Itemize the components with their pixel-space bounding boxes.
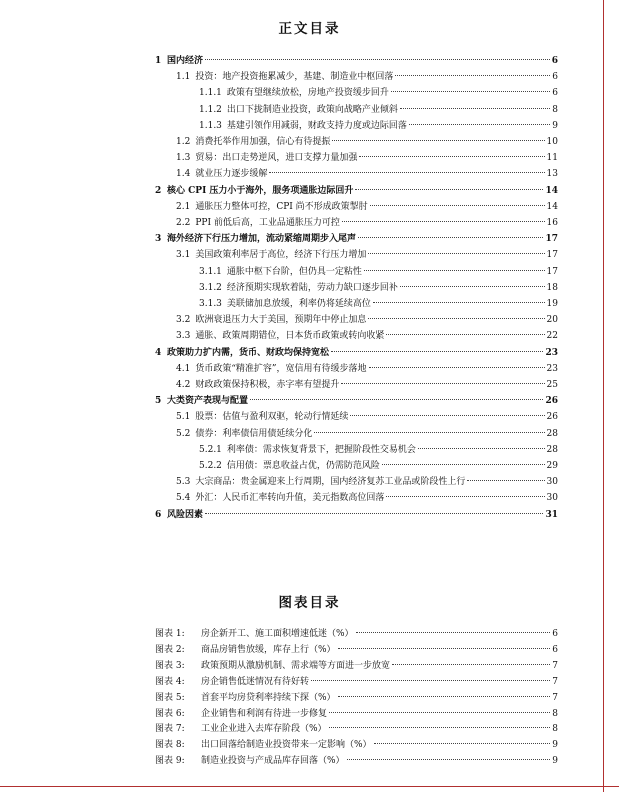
- dot-leader: [370, 205, 545, 206]
- dot-leader: [392, 664, 550, 665]
- toc-entry-title: 财政政策保持积极，赤字率有望提升: [195, 380, 340, 390]
- dot-leader: [332, 140, 544, 141]
- toc-entry-number: 1.2: [176, 137, 191, 147]
- toc-entry-title: 政策助力扩内需，货币、财政均保持宽松: [167, 347, 330, 358]
- toc-entry[interactable]: [155, 507, 558, 523]
- toc-entry[interactable]: [155, 231, 558, 247]
- figure-entry-title: 制造业投资与产成品库存回落（%）: [201, 756, 345, 767]
- toc-entry-page: 29: [546, 461, 558, 471]
- dot-leader: [368, 253, 544, 254]
- toc-entry-number: 5: [155, 396, 162, 407]
- figure-entry-page: 6: [552, 629, 558, 639]
- figure-entry-title: 首套平均房贷利率持续下探（%）: [201, 692, 336, 703]
- toc-entry-title: 国内经济: [167, 56, 204, 66]
- figure-entry[interactable]: [155, 626, 558, 642]
- toc-entry[interactable]: [199, 102, 558, 118]
- toc-entry-number: 1.1.2: [199, 104, 222, 115]
- toc-entry-page: 22: [546, 331, 558, 342]
- toc-entry[interactable]: [176, 328, 558, 344]
- toc-entry-number: 3.3: [176, 331, 191, 342]
- figure-entry-title: 工业企业进入去库存阶段（%）: [201, 724, 327, 735]
- toc-entry-page: 23: [546, 363, 558, 374]
- toc-entry[interactable]: [176, 134, 558, 150]
- toc-entry-title: 政策有望继续放松，房地产投资缓步回升: [226, 88, 389, 99]
- toc-entry-number: 5.2.1: [199, 444, 222, 455]
- figure-list-heading: 图表目录: [278, 595, 341, 611]
- figure-entry-title: 商品房销售放缓，库存上行（%）: [201, 644, 336, 655]
- dot-leader: [400, 108, 550, 109]
- toc-entry-title: 通胀、政策周期错位，日本货币政策或转向收紧: [195, 331, 385, 342]
- toc-entry-page: 30: [546, 477, 558, 488]
- toc-entry-title: 通胀压力整体可控，CPI 尚不形成政策掣肘: [195, 201, 368, 212]
- figure-entry[interactable]: [155, 706, 558, 722]
- toc-entry[interactable]: [176, 215, 558, 231]
- dot-leader: [356, 632, 551, 633]
- toc-entry-number: 5.2: [176, 428, 191, 439]
- figure-entry[interactable]: [155, 753, 558, 769]
- toc-entry-title: 货币政策“精准扩容”，宽信用有待缓步落地: [195, 363, 367, 374]
- dot-leader: [391, 91, 550, 92]
- toc-entry-page: 28: [546, 444, 558, 455]
- toc-entry-page: 20: [546, 315, 558, 326]
- toc-entry-title: 投资：地产投资拖累减少，基建、制造业中枢回落: [195, 72, 394, 83]
- toc-entry-number: 3: [155, 234, 162, 245]
- dot-leader: [418, 448, 545, 449]
- toc-entry-page: 26: [546, 412, 558, 423]
- toc-entry-number: 4.2: [176, 380, 191, 390]
- dot-leader: [382, 464, 545, 465]
- figure-entry-page: 6: [552, 644, 558, 655]
- toc-entry-number: 2: [155, 185, 162, 196]
- toc-entry-number: 6: [155, 509, 162, 520]
- figure-entry-number: 图表 4:: [155, 676, 185, 687]
- dot-leader: [338, 696, 551, 697]
- dot-leader: [374, 743, 551, 744]
- toc-entry-title: 美联储加息放缓，利率仍将延续高位: [226, 299, 371, 309]
- dot-leader: [205, 59, 550, 60]
- toc-entry[interactable]: [176, 150, 558, 166]
- toc-entry-number: 1: [155, 56, 162, 66]
- toc-entry-title: 核心 CPI 压力小于海外，服务项通胀边际回升: [167, 185, 354, 196]
- toc-entry[interactable]: [176, 312, 558, 328]
- toc-entry-number: 1.1.1: [199, 88, 222, 99]
- dot-leader: [386, 334, 544, 335]
- toc-entry-page: 17: [545, 234, 558, 245]
- figure-entry-number: 图表 2:: [155, 644, 185, 655]
- toc-entry-title: 海外经济下行压力增加，流动紧缩周期步入尾声: [167, 234, 357, 245]
- toc-entry-title: 通胀中枢下台阶，但仍具一定粘性: [226, 266, 362, 277]
- figure-entry-page: 7: [552, 676, 558, 687]
- toc-entry[interactable]: [155, 393, 558, 409]
- dot-leader: [373, 302, 545, 303]
- toc-entry-number: 3.2: [176, 315, 191, 326]
- toc-entry[interactable]: [176, 69, 558, 85]
- dot-leader: [329, 712, 550, 713]
- toc-entry-page: 31: [545, 509, 558, 520]
- figure-entry-number: 图表 5:: [155, 692, 185, 703]
- toc-entry-number: 1.3: [176, 153, 191, 164]
- toc-entry[interactable]: [199, 280, 558, 296]
- toc-entry-page: 17: [546, 266, 558, 277]
- dot-leader: [311, 680, 550, 681]
- figure-entry-title: 房企销售低迷情况有待好转: [201, 676, 310, 687]
- dot-leader: [350, 415, 544, 416]
- dot-leader: [347, 759, 551, 760]
- toc-entry-page: 13: [546, 169, 558, 180]
- toc-entry[interactable]: [199, 296, 558, 312]
- figure-entry-page: 7: [552, 692, 558, 703]
- toc-entry-page: 17: [546, 250, 558, 261]
- dot-leader: [331, 351, 543, 352]
- toc-entry-number: 5.2.2: [199, 461, 222, 471]
- dot-leader: [409, 124, 550, 125]
- figure-entry-title: 政策预期从激励机制、需求端等方面进一步放宽: [201, 660, 391, 671]
- toc-entry-page: 23: [545, 347, 558, 358]
- toc-entry-page: 26: [545, 396, 558, 407]
- figure-entry-number: 图表 7:: [155, 724, 185, 735]
- toc-entry-page: 6: [552, 72, 558, 83]
- dot-leader: [364, 270, 545, 271]
- dot-leader: [338, 648, 551, 649]
- toc-entry-page: 14: [545, 185, 558, 196]
- toc-entry-number: 2.2: [176, 218, 191, 228]
- toc-entry-page: 14: [546, 201, 558, 212]
- dot-leader: [358, 237, 543, 238]
- figure-entry-number: 图表 6:: [155, 708, 185, 719]
- toc-entry-page: 6: [552, 88, 558, 99]
- dot-leader: [250, 399, 543, 400]
- figure-entry-page: 9: [552, 756, 558, 767]
- toc-entry-number: 1.1: [176, 72, 191, 83]
- toc-entry-number: 5.4: [176, 493, 191, 504]
- toc-entry-number: 2.1: [176, 201, 191, 212]
- toc-entry-number: 4: [155, 347, 162, 358]
- dot-leader: [269, 172, 544, 173]
- toc-entry-number: 3.1.1: [199, 266, 222, 277]
- toc-entry-number: 5.1: [176, 412, 191, 423]
- dot-leader: [329, 727, 551, 728]
- figure-entry-title: 房企新开工、施工面积增速低迷（%）: [201, 629, 354, 639]
- toc-entry-page: 30: [546, 493, 558, 504]
- toc-entry-title: 基建引领作用减弱，财政支持力度或边际回落: [226, 120, 407, 131]
- dot-leader: [341, 383, 544, 384]
- dot-leader: [369, 367, 545, 368]
- toc-entry[interactable]: [176, 247, 558, 263]
- toc-entry-title: 外汇：人民币汇率转向升值，美元指数高位回落: [195, 493, 385, 504]
- toc-entry-number: 3.1: [176, 250, 191, 261]
- toc-entry[interactable]: [199, 264, 558, 280]
- toc-entry-title: 贸易：出口走势逆风，进口支撑力量加强: [195, 153, 358, 164]
- right-margin-rule: [603, 0, 604, 792]
- dot-leader: [359, 156, 544, 157]
- toc-entry[interactable]: [176, 490, 558, 506]
- toc-entry-title: 消费托举作用加强，信心有待提振: [195, 137, 331, 147]
- toc-entry[interactable]: [176, 426, 558, 442]
- figure-entry-number: 图表 3:: [155, 660, 185, 671]
- toc-entry-page: 10: [546, 137, 558, 147]
- toc-entry[interactable]: [155, 183, 558, 199]
- toc-entry-number: 5.3: [176, 477, 191, 488]
- toc-entry[interactable]: [176, 474, 558, 490]
- toc-entry-page: 8: [552, 104, 558, 115]
- figure-entry-page: 8: [552, 724, 558, 735]
- toc-entry-number: 4.1: [176, 363, 191, 374]
- toc-entry-title: 利率债：需求恢复背景下，把握阶段性交易机会: [226, 444, 416, 455]
- figure-entry-title: 出口回落给制造业投资带来一定影响（%）: [201, 740, 372, 751]
- toc-entry-page: 28: [546, 428, 558, 439]
- toc-entry[interactable]: [176, 377, 558, 393]
- toc-entry-title: 经济预期实现软着陆，劳动力缺口逐步回补: [226, 282, 398, 293]
- toc-entry-page: 16: [546, 218, 558, 228]
- toc-entry-title: 大宗商品：贵金属迎来上行周期，国内经济复苏工业品或阶段性上行: [195, 477, 466, 488]
- toc-entry[interactable]: [199, 458, 558, 474]
- toc-entry-page: 19: [546, 299, 558, 309]
- figure-entry-title: 企业销售和利润有待进一步修复: [201, 708, 328, 719]
- figure-entry[interactable]: [155, 721, 558, 737]
- figure-entry[interactable]: [155, 690, 558, 706]
- toc-entry-title: 债券：利率债信用债延续分化: [195, 428, 313, 439]
- toc-entry[interactable]: [155, 53, 558, 69]
- figure-entry[interactable]: [155, 674, 558, 690]
- toc-entry[interactable]: [176, 166, 558, 182]
- toc-entry-page: 18: [546, 282, 558, 293]
- toc-entry-title: PPI 前低后高，工业品通胀压力可控: [195, 218, 340, 228]
- figure-entry[interactable]: [155, 737, 558, 753]
- dot-leader: [205, 513, 543, 514]
- toc-entry[interactable]: [176, 199, 558, 215]
- toc-entry[interactable]: [176, 409, 558, 425]
- toc-entry-page: 6: [551, 56, 558, 66]
- figure-entry-number: 图表 8:: [155, 740, 185, 751]
- toc-entry-number: 1.4: [176, 169, 191, 180]
- toc-entry-title: 信用债：票息收益占优，仍需防范风险: [226, 461, 380, 471]
- toc-entry-number: 3.1.2: [199, 282, 222, 293]
- bottom-margin-rule: [0, 786, 619, 787]
- dot-leader: [400, 286, 545, 287]
- toc-entry-number: 1.1.3: [199, 120, 222, 131]
- dot-leader: [395, 75, 550, 76]
- toc-entry-title: 美国政策利率居于高位，经济下行压力增加: [195, 250, 367, 261]
- toc-entry-title: 出口下拢制造业投资，政策向战略产业倾斜: [226, 104, 398, 115]
- figure-entry[interactable]: [155, 658, 558, 674]
- dot-leader: [314, 432, 544, 433]
- toc-entry-number: 3.1.3: [199, 299, 222, 309]
- toc-entry-title: 欧洲衰退压力大于美国，预期年中停止加息: [195, 315, 367, 326]
- figure-entry-page: 7: [552, 660, 558, 671]
- toc-entry[interactable]: [155, 345, 558, 361]
- toc-entry[interactable]: [199, 118, 558, 134]
- toc-entry-page: 25: [546, 380, 558, 390]
- figure-entry-number: 图表 1:: [155, 629, 185, 639]
- toc-entry-title: 大类资产表现与配置: [167, 396, 249, 407]
- dot-leader: [467, 480, 544, 481]
- toc-entry[interactable]: [176, 361, 558, 377]
- toc-entry[interactable]: [199, 85, 558, 101]
- toc-entry-page: 9: [552, 120, 558, 131]
- toc-heading: 正文目录: [278, 21, 341, 37]
- dot-leader: [355, 189, 543, 190]
- dot-leader: [386, 496, 544, 497]
- toc-entry-title: 股票：估值与盈利双驱，轮动行情延续: [195, 412, 349, 423]
- dot-leader: [342, 221, 545, 222]
- figure-entry-page: 9: [552, 740, 558, 751]
- dot-leader: [368, 318, 544, 319]
- toc-entry-page: 11: [546, 153, 558, 164]
- toc-entry[interactable]: [199, 442, 558, 458]
- figure-entry-page: 8: [552, 708, 558, 719]
- figure-entry[interactable]: [155, 642, 558, 658]
- toc-entry-title: 就业压力逐步缓解: [195, 169, 268, 180]
- toc-entry-title: 风险因素: [167, 509, 204, 520]
- figure-entry-number: 图表 9:: [155, 756, 185, 767]
